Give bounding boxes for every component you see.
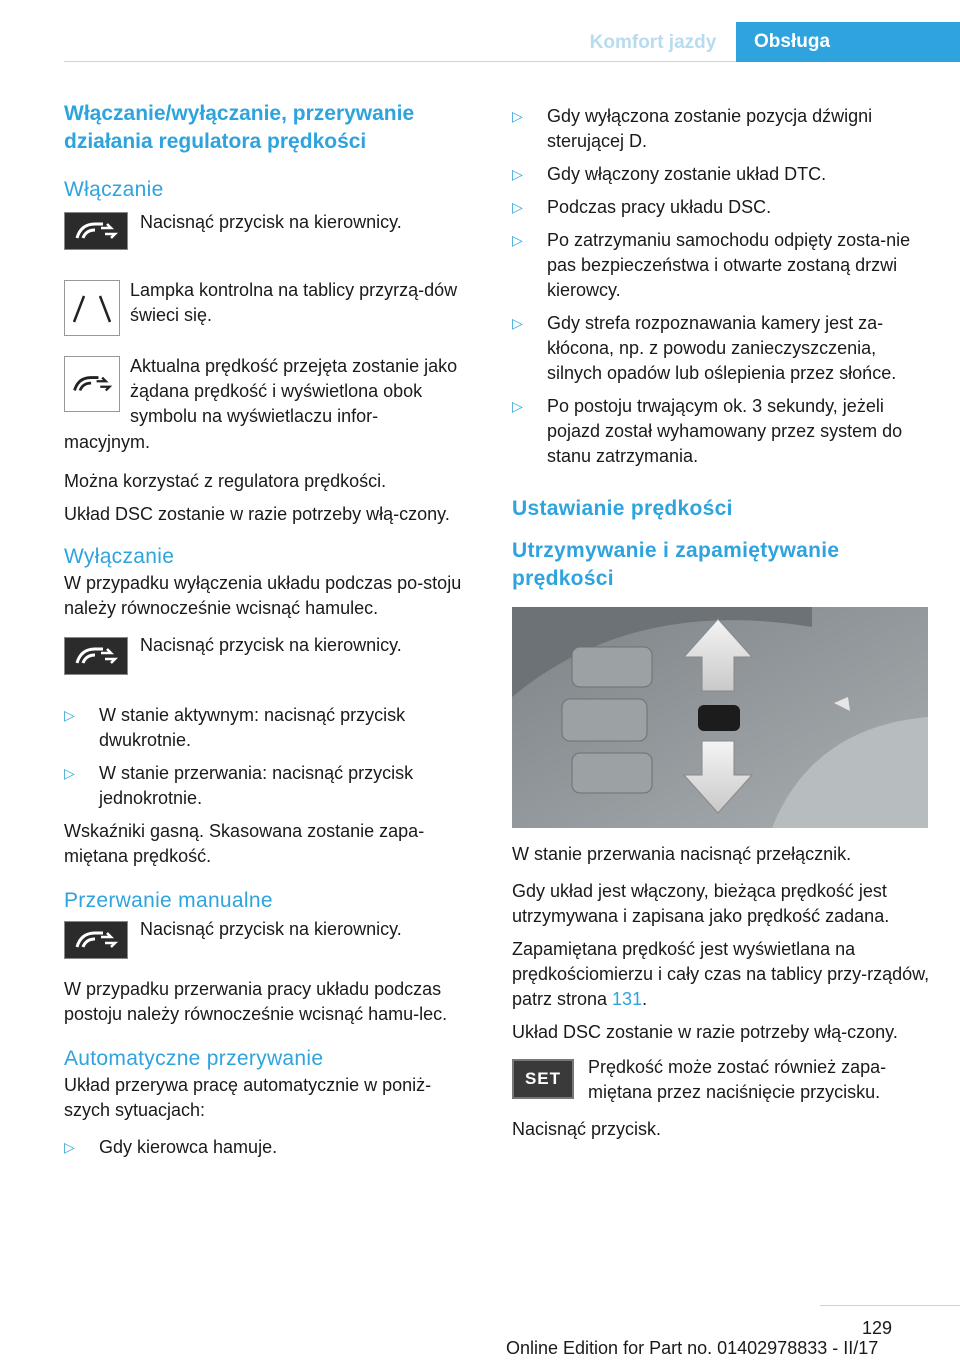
heading-automatyczne-przerywanie: Automatyczne przerywanie — [64, 1047, 324, 1070]
heading-wlaczanie: Włączanie — [64, 178, 164, 201]
lamp-text: Lampka kontrolna na tablicy przyrzą-dów świeci się. — [130, 280, 458, 325]
speed-row — [64, 354, 480, 430]
list-item: ▷ Po postoju trwającym ok. 3 sekundy, jeżeli pojazd został wyhamowany przez system do stanu zatrzymania. — [512, 396, 903, 466]
triangle-bullet-icon: ▷ — [512, 166, 523, 182]
list-item: ▷ Gdy wyłączona zostanie pozycja dźwigni sterującej D. — [512, 106, 873, 151]
list-item: ▷ Podczas pracy układu DSC. — [512, 195, 932, 220]
on-icon-row — [64, 210, 480, 268]
paragraph: Układ DSC zostanie w razie potrzeby włą-czony. — [512, 1022, 898, 1042]
photo-caption: W stanie przerwania nacisnąć przełącznik. — [512, 844, 852, 864]
lamp-row — [64, 278, 480, 354]
heading-utrzymywanie: Utrzymywanie i zapamiętywanie prędkości — [512, 539, 840, 590]
heading-ustawianie-predkosci: Ustawianie prędkości — [512, 497, 733, 520]
set-icon-row — [512, 1055, 932, 1111]
list-item: ▷ Po zatrzymaniu samochodu odpięty zosta-nie pas bezpieczeństwa i otwarte zostaną drzwi kierowcy. — [512, 230, 911, 300]
paragraph: Układ DSC zostanie w razie potrzeby włą-czony. — [64, 504, 450, 524]
list-item: ▷ Gdy strefa rozpoznawania kamery jest za-kłócona, np. z powodu zanieczyszczenia, silnych opadów lub oślepienia przez słońce. — [512, 313, 897, 383]
on-icon-text: Nacisnąć przycisk na kierownicy. — [140, 212, 402, 232]
off-icon-text: Nacisnąć przycisk na kierownicy. — [140, 635, 402, 655]
steering-wheel-photo — [512, 607, 928, 828]
cruise-control-button-icon — [64, 212, 128, 250]
triangle-bullet-icon: ▷ — [512, 108, 523, 124]
heading-przerwanie-manualne: Przerwanie manualne — [64, 889, 273, 912]
triangle-bullet-icon: ▷ — [64, 765, 75, 781]
left-column — [64, 100, 480, 1160]
triangle-bullet-icon: ▷ — [512, 315, 523, 331]
set-text: Prędkość może zostać również zapa-miętana przez naciśnięcie przycisku. — [588, 1057, 887, 1102]
indicator-lamp-icon — [64, 280, 120, 336]
paragraph: Nacisnąć przycisk. — [512, 1119, 662, 1139]
paragraph: Można korzystać z regulatora prędkości. — [64, 471, 387, 491]
heading-wylaczanie: Wyłączanie — [64, 545, 175, 568]
set-button-icon: SET — [512, 1059, 574, 1099]
triangle-bullet-icon: ▷ — [64, 707, 75, 723]
cruise-indicator-icon — [64, 356, 120, 412]
paragraph: Wskaźniki gasną. Skasowana zostanie zapa-miętana prędkość. — [64, 821, 425, 866]
page-number: 129 — [862, 1318, 893, 1338]
paragraph: W przypadku wyłączenia układu podczas po-stoju należy równocześnie wcisnąć hamulec. — [64, 573, 462, 618]
list-item: ▷ W stanie przerwania: nacisnąć przycisk jednokrotnie. — [64, 763, 414, 808]
footer-rule — [820, 1305, 960, 1306]
cruise-control-button-icon — [64, 921, 128, 959]
triangle-bullet-icon: ▷ — [512, 398, 523, 414]
list-item: ▷ W stanie aktywnym: nacisnąć przycisk dwukrotnie. — [64, 705, 406, 750]
paragraph: Gdy układ jest włączony, bieżąca prędkość jest utrzymywana i zapisana jako prędkość zadana. — [512, 881, 890, 926]
edition-note: Online Edition for Part no. 01402978833 - II/17 — [506, 1338, 879, 1358]
paragraph: Zapamiętana prędkość jest wyświetlana na prędkościomierzu i cały czas na tablicy przy-rządów, patrz strona 131. — [512, 939, 930, 1009]
tab-obsluga[interactable]: Obsługa — [736, 22, 960, 62]
tab-komfort-jazdy[interactable]: Komfort jazdy — [589, 32, 717, 53]
list-item: ▷ Gdy włączony zostanie układ DTC. — [512, 162, 932, 187]
triangle-bullet-icon: ▷ — [512, 232, 523, 248]
right-column — [512, 104, 932, 1142]
speed-text-cont: macyjnym. — [64, 432, 151, 452]
cruise-control-button-icon — [64, 637, 128, 675]
manual-icon-text: Nacisnąć przycisk na kierownicy. — [140, 919, 402, 939]
triangle-bullet-icon: ▷ — [64, 1139, 75, 1155]
page-link[interactable]: 131 — [612, 989, 643, 1009]
section-title: Włączanie/wyłączanie, przerywanie działania regulatora prędkości — [64, 102, 415, 153]
off-icon-row — [64, 633, 480, 693]
triangle-bullet-icon: ▷ — [512, 199, 523, 215]
manual-icon-row — [64, 917, 480, 965]
paragraph: W przypadku przerwania pracy układu podczas postoju należy równocześnie wcisnąć hamu-lec. — [64, 979, 448, 1024]
paragraph: Układ przerywa pracę automatycznie w poniż-szych sytuacjach: — [64, 1075, 432, 1120]
speed-text: Aktualna prędkość przejęta zostanie jako żądana prędkość i wyświetlona obok symbolu na wyświetlaczu infor- — [130, 356, 458, 426]
list-item: ▷ Gdy kierowca hamuje. — [64, 1135, 480, 1160]
